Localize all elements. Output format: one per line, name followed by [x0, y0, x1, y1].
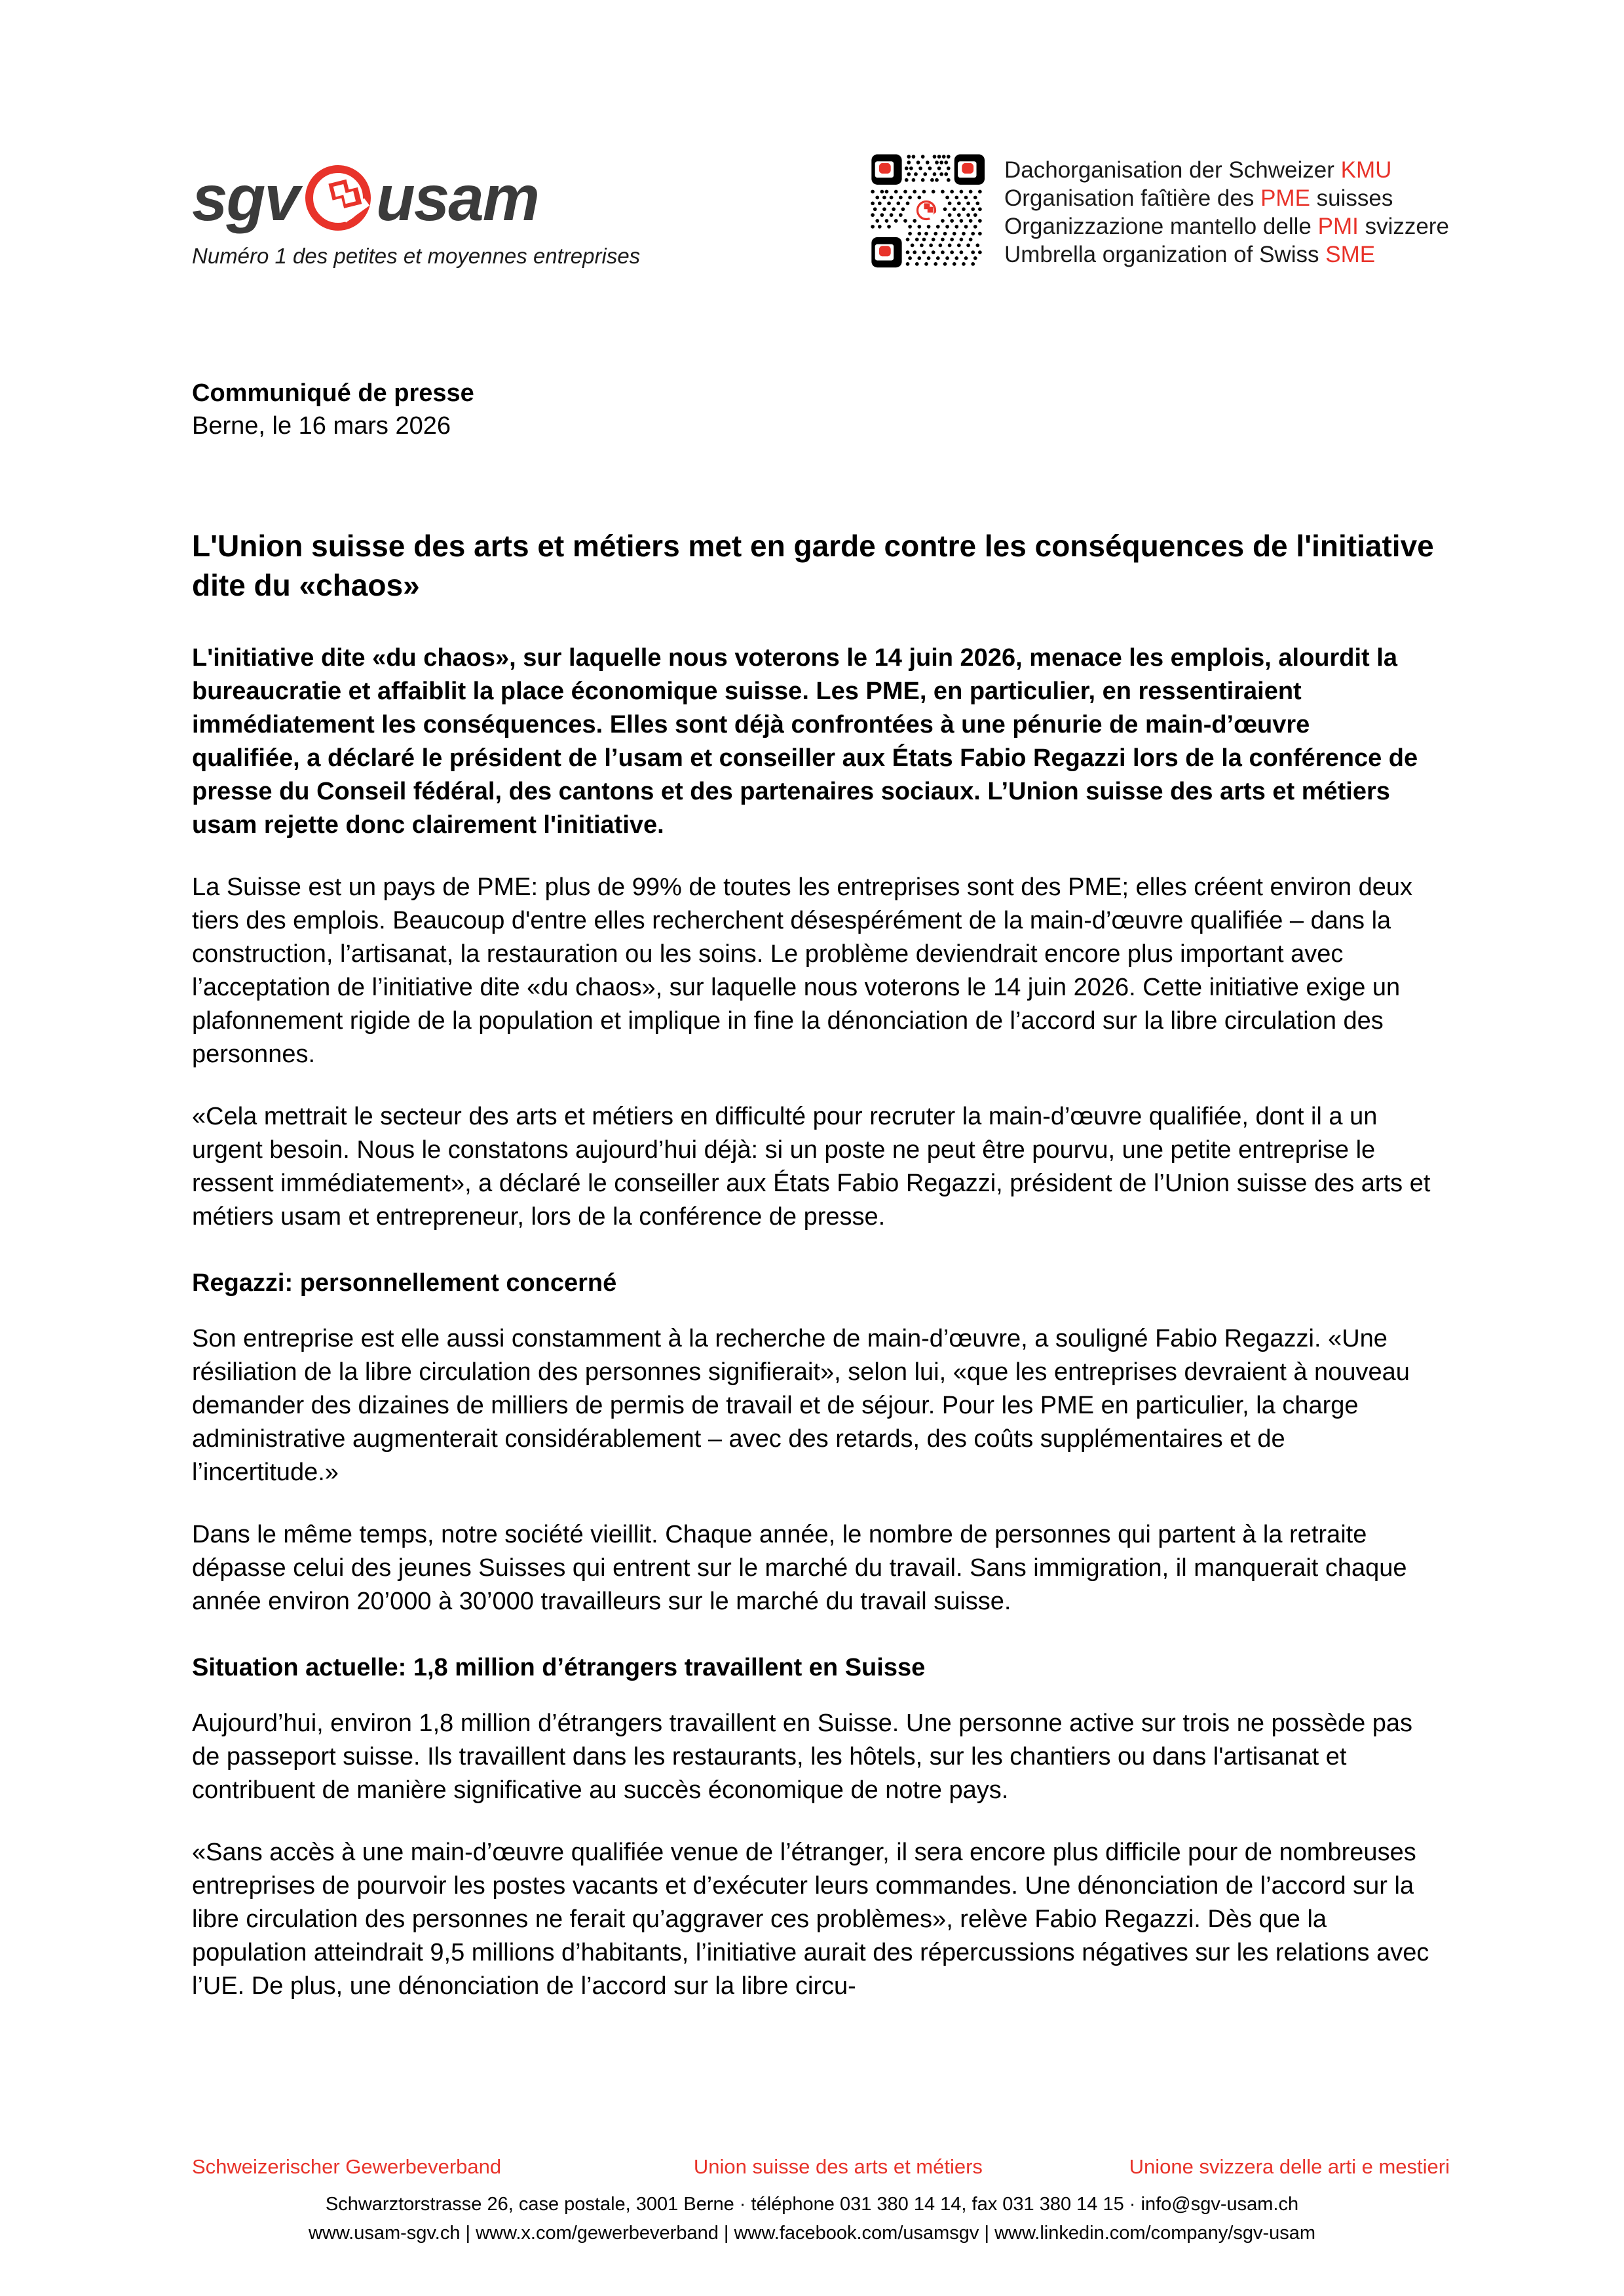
claim-it-before: Organizzazione mantello delle	[1004, 214, 1318, 239]
claim-line-fr	[1004, 184, 1449, 212]
place-and-date: Berne, le 16 mars 2026	[192, 412, 451, 440]
header-right-block	[868, 152, 1449, 269]
claim-de-before: Dachorganisation der Schweizer	[1004, 157, 1341, 183]
footer-address: Schwarztorstrasse 26, case postale, 3001 Berne · téléphone 031 380 14 14, fax 031 380 14 15 · info@sgv-usam.ch	[325, 2194, 1299, 2215]
paragraph-6: «Sans accès à une main-d’œuvre qualifiée venue de l’étranger, il sera encore plus difficile pour de nombreuses entreprises de pourvoir les postes vacants et d’exécuter leurs commandes. Une dénonciation de l’accord sur la libre circulation des personnes ne ferait qu’aggraver ces problèmes», relève Fabio Regazzi. Dès que la population atteindrait 9,5 millions d’habitants, l’initiative aurait des répercussions négatives sur les relations avec l’UE. De plus, une dénonciation de l’accord sur la libre circu-	[192, 1839, 1429, 2000]
claim-it-highlight: PMI	[1317, 214, 1359, 239]
footer-name-de: Schweizerischer Gewerbeverband	[192, 2155, 502, 2178]
claim-en-highlight: SME	[1325, 242, 1376, 267]
document-body	[192, 377, 1450, 2003]
subheading-situation: Situation actuelle: 1,8 million d’étrangers travaillent en Suisse	[192, 1654, 926, 1681]
claim-lines	[1004, 152, 1449, 269]
usam-logo	[192, 162, 641, 269]
page-footer	[0, 2153, 1624, 2248]
claim-fr-after: suisses	[1310, 185, 1393, 211]
claim-it-after: svizzere	[1358, 214, 1449, 239]
document-kind: Communiqué de presse	[192, 379, 474, 407]
logo-text-usam: usam	[375, 162, 538, 234]
paragraph-2: «Cela mettrait le secteur des arts et métiers en difficulté pour recruter la main-d’œuvre qualifiée, dont il a un urgent besoin. Nous le constatons aujourd’hui déjà: si un poste ne peut être pourvu, une petite entreprise le ressent immédiatement», a déclaré le conseiller aux États Fabio Regazzi, président de l’Union suisse des arts et métiers usam et entrepreneur, lors de la conférence de presse.	[192, 1103, 1431, 1231]
page-header	[0, 0, 1624, 308]
paragraph-1: La Suisse est un pays de PME: plus de 99% de toutes les entreprises sont des PME; elles créent environ deux tiers des emplois. Beaucoup d'entre elles recherchent désespérément de la main-d’œuvre qualifiée – dans la construction, l’artisanat, la restauration ou les soins. Le problème deviendrait encore plus important avec l’acceptation de l’initiative dite «du chaos», sur laquelle nous voterons le 14 juin 2026. Cette initiative exige un plafonnement rigide de la population et implique in fine la dénonciation de l’accord sur la libre circulation des personnes.	[192, 873, 1413, 1068]
claim-fr-highlight: PME	[1260, 185, 1310, 211]
claim-line-it	[1004, 212, 1449, 240]
page-title: L'Union suisse des arts et métiers met en garde contre les conséquences de l'initiative dite du «chaos»	[192, 529, 1434, 602]
subheading-regazzi: Regazzi: personnellement concerné	[192, 1269, 617, 1297]
claim-fr-before: Organisation faîtière des	[1004, 185, 1261, 211]
claim-line-en	[1004, 240, 1449, 269]
logo-wordmark	[192, 163, 611, 233]
paragraph-3: Son entreprise est elle aussi constamment à la recherche de main-d’œuvre, a souligné Fabio Regazzi. «Une résiliation de la libre circulation des personnes signifierait», selon lui, «que les entreprises devraient à nouveau demander des dizaines de milliers de permis de travail et de séjour. Pour les PME en particulier, la charge administrative augmenterait considérablement – avec des retards, des coûts supplémentaires et de l’incertitude.»	[192, 1325, 1410, 1486]
footer-name-it: Unione svizzera delle arti e mestieri	[1129, 2155, 1450, 2178]
claim-de-highlight: KMU	[1340, 157, 1392, 183]
footer-name-fr: Union suisse des arts et métiers	[693, 2155, 983, 2178]
lead-paragraph: L'initiative dite «du chaos», sur laquelle nous voterons le 14 juin 2026, menace les emplois, alourdit la bureaucratie et affaiblit la place économique suisse. Les PME, en particulier, en ressentiraient immédiatement les conséquences. Elles sont déjà confrontées à une pénurie de main-d’œuvre qualifiée, a déclaré le président de l’usam et conseiller aux États Fabio Regazzi lors de la conférence de presse du Conseil fédéral, des cantons et des partenaires sociaux. L’Union suisse des arts et métiers usam rejette donc clairement l'initiative.	[192, 644, 1418, 839]
claim-en-before: Umbrella organization of Swiss	[1004, 242, 1326, 267]
footer-organisation-names	[192, 2153, 1450, 2181]
logo-tagline: Numéro 1 des petites et moyennes entreprises	[192, 244, 641, 268]
usam-swiss-cross-logo-icon	[303, 163, 373, 233]
paragraph-4: Dans le même temps, notre société vieillit. Chaque année, le nombre de personnes qui partent à la retraite dépasse celui des jeunes Suisses qui entrent sur le marché du travail. Sans immigration, il manquerait chaque année environ 20’000 à 30’000 travailleurs sur le marché du travail suisse.	[192, 1521, 1407, 1615]
claim-line-de	[1004, 156, 1449, 184]
logo-text-sgv: sgv	[192, 162, 299, 234]
footer-links[interactable]: www.usam-sgv.ch | www.x.com/gewerbeverband | www.facebook.com/usamsgv | www.linkedin.com/company/sgv-usam	[308, 2223, 1316, 2244]
qr-code-icon	[868, 152, 985, 269]
paragraph-5: Aujourd’hui, environ 1,8 million d’étrangers travaillent en Suisse. Une personne active sur trois ne possède pas de passeport suisse. Ils travaillent dans les restaurants, les hôtels, sur les chantiers ou dans l'artisanat et contribuent de manière significative au succès économique de notre pays.	[192, 1710, 1413, 1804]
